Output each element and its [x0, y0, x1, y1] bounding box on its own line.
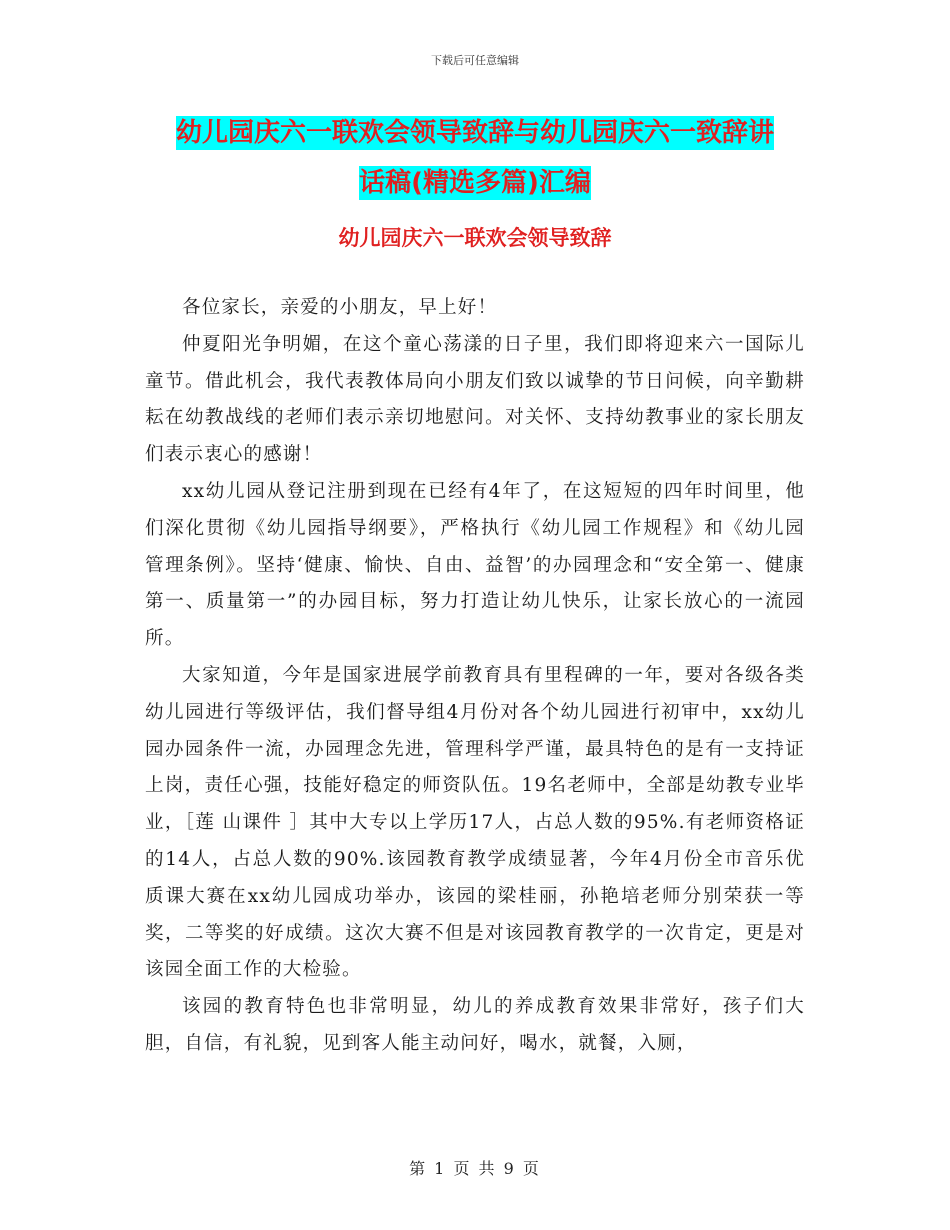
- section-title: 幼儿园庆六一联欢会领导致辞: [338, 226, 612, 250]
- title-line-1: 幼儿园庆六一联欢会领导致辞与幼儿园庆六一致辞讲: [175, 118, 774, 148]
- paragraph: 该园的教育特色也非常明显，幼儿的养成教育效果非常好，孩子们大胆，自信，有礼貌，见到客人能主动问好，喝水，就餐，入厕，: [145, 996, 805, 1054]
- title-line-2: 话稿(精选多篇)汇编: [359, 168, 591, 198]
- document-title: [0, 108, 950, 208]
- document-body: [145, 290, 805, 1063]
- header-note: 下载后可任意编辑: [431, 54, 519, 67]
- page-footer: 第 1 页 共 9 页: [409, 1159, 541, 1178]
- paragraph-greeting: 各位家长，亲爱的小朋友，早上好！: [182, 297, 498, 318]
- paragraph: 大家知道，今年是国家进展学前教育具有里程碑的一年，要对各级各类幼儿园进行等级评估，我们督导组4月份对各个幼儿园进行初审中，xx幼儿园办园条件一流，办园理念先进，管理科学严谨，最具特色的是有一支持证上岗，责任心强，技能好稳定的师资队伍。19名老师中，全部是幼教专业毕业，［莲 山课件 ］其中大专以上学历17人，占总人数的95%.有老师资格证的14人，占总人数的90%.该园教育教学成绩显著，今年4月份全市音乐优质课大赛在xx幼儿园成功举办，该园的梁桂丽，孙艳培老师分别荣获一等奖，二等奖的好成绩。这次大赛不但是对该园教育教学的一次肯定，更是对该园全面工作的大检验。: [145, 664, 805, 981]
- paragraph: xx幼儿园从登记注册到现在已经有4年了，在这短短的四年时间里，他们深化贯彻《幼儿园指导纲要》，严格执行《幼儿园工作规程》和《幼儿园管理条例》。坚持‘健康、愉快、自由、益智’的办园理念和“安全第一、健康第一、质量第一”的办园目标，努力打造让幼儿快乐，让家长放心的一流园所。: [145, 480, 805, 650]
- paragraph: 仲夏阳光争明媚，在这个童心荡漾的日子里，我们即将迎来六一国际儿童节。借此机会，我代表教体局向小朋友们致以诚挚的节日问候，向辛勤耕耘在幼教战线的老师们表示亲切地慰问。对关怀、支持幼教事业的家长朋友们表示衷心的感谢！: [145, 333, 805, 466]
